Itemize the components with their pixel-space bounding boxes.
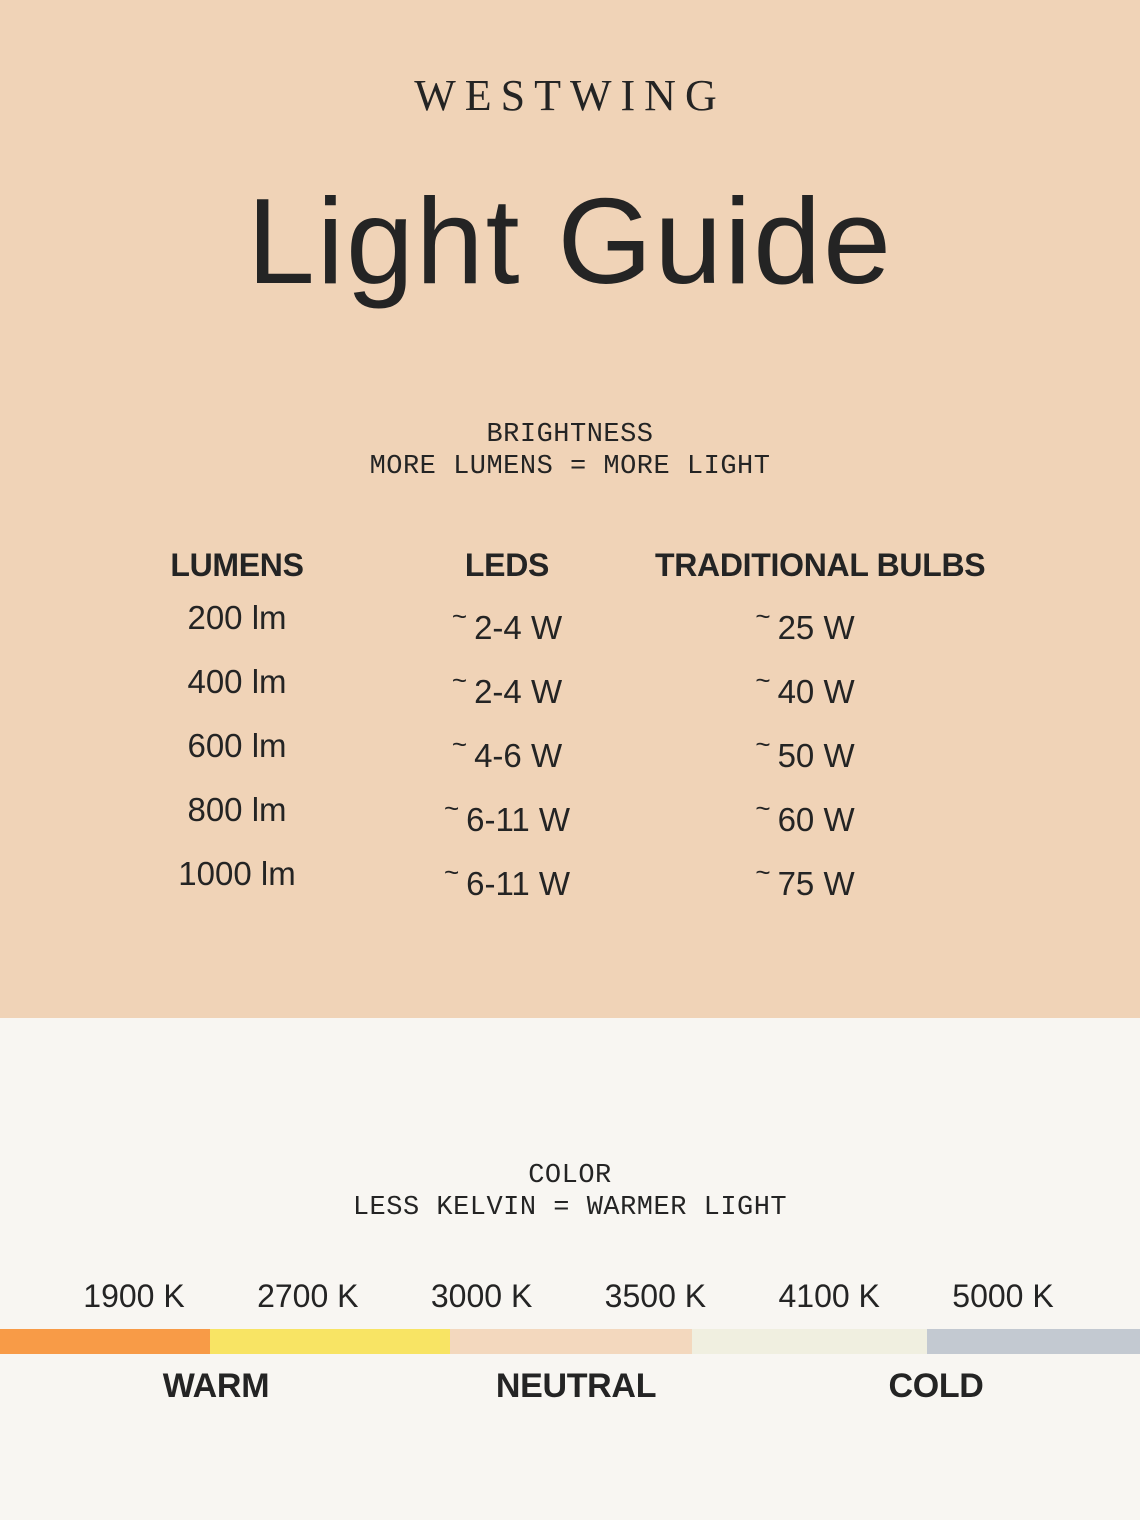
lumens-value: 400 lm <box>187 662 287 700</box>
kelvin-label: 3500 K <box>604 1278 707 1314</box>
color-temperature-bar <box>0 1329 1140 1354</box>
bulb-wattage: ~ 75 W <box>655 847 955 911</box>
temperature-segment-cold-blue <box>927 1329 1140 1354</box>
kelvin-scale-labels <box>0 1280 1140 1312</box>
table-header-row <box>0 545 1140 585</box>
column-header-lumens: LUMENS <box>170 546 304 583</box>
table-row <box>0 847 1140 911</box>
temperature-segment-warm-yellow <box>210 1329 450 1354</box>
temperature-label-cold: COLD <box>888 1367 984 1405</box>
approx-symbol: ~ <box>451 600 468 631</box>
lumens-value: 200 lm <box>187 598 287 636</box>
brightness-heading <box>0 419 1140 483</box>
led-wattage: ~ 4-6 W <box>387 719 627 783</box>
approx-symbol: ~ <box>443 856 460 887</box>
brightness-heading-line1: BRIGHTNESS <box>486 419 654 450</box>
temperature-label-warm: WARM <box>162 1367 270 1405</box>
approx-symbol: ~ <box>443 792 460 823</box>
color-heading <box>0 1160 1140 1224</box>
lumens-value: 600 lm <box>187 726 287 764</box>
brand-logo: WESTWING <box>414 71 726 120</box>
led-wattage: ~ 2-4 W <box>387 591 627 655</box>
bulb-wattage: ~ 60 W <box>655 783 955 847</box>
page-title: Light Guide <box>247 173 893 309</box>
approx-symbol: ~ <box>451 664 468 695</box>
lumens-table <box>0 545 1140 911</box>
table-row <box>0 655 1140 719</box>
bulb-wattage: ~ 50 W <box>655 719 955 783</box>
bulb-wattage: ~ 40 W <box>655 655 955 719</box>
temperature-segment-warm-orange <box>0 1329 210 1354</box>
brightness-heading-line2: MORE LUMENS = MORE LIGHT <box>369 451 771 482</box>
color-heading-line2: LESS KELVIN = WARMER LIGHT <box>352 1193 788 1223</box>
approx-symbol: ~ <box>755 792 771 823</box>
led-wattage: ~ 2-4 W <box>387 655 627 719</box>
approx-symbol: ~ <box>755 728 771 759</box>
lumens-value: 800 lm <box>187 790 287 828</box>
approx-symbol: ~ <box>451 728 468 759</box>
color-section <box>0 1018 1140 1520</box>
temperature-segment-neutral-peach <box>450 1329 692 1354</box>
led-wattage: ~ 6-11 W <box>387 783 627 847</box>
color-heading-line1: COLOR <box>528 1161 612 1191</box>
temperature-segment-neutral-cream <box>692 1329 927 1354</box>
approx-symbol: ~ <box>755 600 771 631</box>
column-header-traditional-bulbs: TRADITIONAL BULBS <box>655 546 986 583</box>
temperature-label-neutral: NEUTRAL <box>495 1367 657 1405</box>
kelvin-label: 1900 K <box>83 1278 185 1314</box>
table-row <box>0 591 1140 655</box>
kelvin-label: 5000 K <box>952 1278 1054 1314</box>
temperature-words <box>0 1367 1140 1406</box>
led-wattage: ~ 6-11 W <box>387 847 627 911</box>
kelvin-label: 2700 K <box>257 1278 359 1314</box>
kelvin-label: 4100 K <box>778 1278 880 1314</box>
lumens-value: 1000 lm <box>178 854 296 892</box>
kelvin-label: 3000 K <box>430 1278 533 1314</box>
approx-symbol: ~ <box>755 856 771 887</box>
table-row <box>0 719 1140 783</box>
table-row <box>0 783 1140 847</box>
approx-symbol: ~ <box>755 664 771 695</box>
bulb-wattage: ~ 25 W <box>655 591 955 655</box>
column-header-leds: LEDS <box>464 546 550 583</box>
